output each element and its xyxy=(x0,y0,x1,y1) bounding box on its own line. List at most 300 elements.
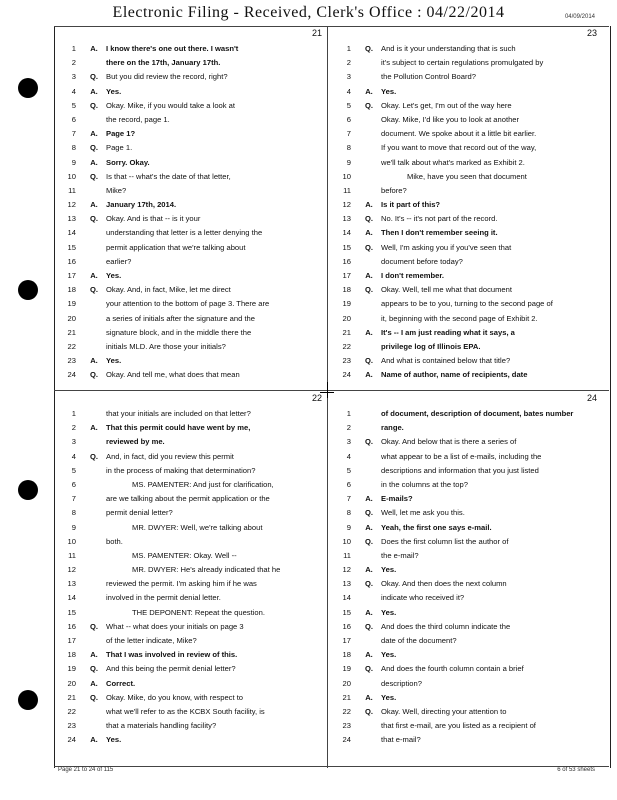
line-text: description? xyxy=(381,678,422,688)
line-text: of document, description of document, bates number xyxy=(381,409,574,418)
filing-stamp-header: Electronic Filing - Received, Clerk's Office : 04/22/2014 xyxy=(112,4,505,21)
line-number: 9 xyxy=(71,522,76,532)
line-number: 13 xyxy=(67,214,76,224)
line-text: both. xyxy=(106,536,123,546)
punch-hole-icon xyxy=(18,690,38,710)
line-text: reviewed the permit. I'm asking him if he was xyxy=(106,579,257,589)
speaker-marker: Q. xyxy=(89,100,99,110)
transcript-line xyxy=(56,606,326,620)
transcript-line xyxy=(331,212,601,226)
line-text: And what is contained below that title? xyxy=(381,356,511,366)
line-text: that a materials handling facility? xyxy=(106,721,217,731)
line-text: it, beginning with the second page of Exhibit 2. xyxy=(381,313,538,323)
transcript-line xyxy=(331,421,601,435)
transcript-line xyxy=(56,435,326,449)
transcript-line xyxy=(331,312,601,326)
line-text: Page 1? xyxy=(106,129,136,139)
line-text: of the letter indicate, Mike? xyxy=(106,636,197,645)
speaker-marker: Q. xyxy=(364,536,374,546)
line-number: 5 xyxy=(346,465,351,475)
line-text: involved in the permit denial letter. xyxy=(106,593,221,603)
transcript-line xyxy=(331,42,601,56)
line-text: your attention to the bottom of page 3. There are xyxy=(106,299,270,309)
transcript-line xyxy=(331,368,601,382)
line-number: 6 xyxy=(346,114,351,124)
transcript-line xyxy=(56,691,326,705)
line-number: 5 xyxy=(346,100,351,110)
line-text: initials MLD. Are those your initials? xyxy=(106,341,226,351)
line-text: the e-mail? xyxy=(381,550,419,560)
line-number: 9 xyxy=(71,157,76,167)
line-text: we'll talk about what's marked as Exhibit 2. xyxy=(381,157,525,167)
transcript-line xyxy=(56,450,326,464)
line-text: are we talking about the permit application or the xyxy=(106,494,270,504)
transcript-line xyxy=(56,492,326,506)
line-text: Okay. Well, directing your attention to xyxy=(381,706,507,716)
line-text: the Pollution Control Board? xyxy=(381,72,476,82)
line-number: 4 xyxy=(346,86,351,96)
transcript-line xyxy=(56,648,326,662)
line-text: And, in fact, did you review this permit xyxy=(106,451,234,461)
transcript-line xyxy=(56,156,326,170)
transcript-line xyxy=(331,297,601,311)
transcript-line xyxy=(56,85,326,99)
transcript-line xyxy=(331,648,601,662)
line-number: 2 xyxy=(71,58,76,68)
line-number: 6 xyxy=(71,114,76,124)
line-text: Page 1. xyxy=(106,143,133,153)
speaker-marker: A. xyxy=(90,423,98,433)
corner-date: 04/09/2014 xyxy=(564,14,595,20)
line-number: 7 xyxy=(71,129,76,139)
line-number: 19 xyxy=(342,299,351,309)
page-number: 21 xyxy=(311,28,322,38)
line-number: 24 xyxy=(342,735,351,745)
line-number: 11 xyxy=(343,550,351,560)
line-number: 8 xyxy=(71,143,76,153)
transcript-line xyxy=(331,733,601,747)
transcript-lines xyxy=(331,42,601,383)
line-number: 5 xyxy=(71,100,76,110)
line-number: 15 xyxy=(67,242,76,252)
sheet-count-footer: 6 of 53 sheets xyxy=(557,767,595,773)
speaker-marker: Q. xyxy=(89,664,99,674)
line-text: privilege log of Illinois EPA. xyxy=(381,341,481,351)
transcript-line xyxy=(331,591,601,605)
top-rule xyxy=(54,26,609,27)
transcript-line xyxy=(56,312,326,326)
line-text: And is it your understanding that is such xyxy=(381,44,516,53)
transcript-line xyxy=(331,563,601,577)
transcript-line xyxy=(331,606,601,620)
transcript-line xyxy=(56,113,326,127)
transcript-line xyxy=(56,70,326,84)
line-number: 23 xyxy=(67,356,76,366)
line-text: What -- what does your initials on page 3 xyxy=(106,621,244,631)
line-number: 1 xyxy=(346,409,351,418)
speaker-marker: Q. xyxy=(89,621,99,631)
transcript-line xyxy=(56,354,326,368)
transcript-line xyxy=(56,283,326,297)
speaker-marker: Q. xyxy=(364,242,374,252)
speaker-marker: Q. xyxy=(89,171,99,181)
line-number: 12 xyxy=(342,565,351,575)
punch-hole-icon xyxy=(18,280,38,300)
line-number: 19 xyxy=(67,299,76,309)
line-number: 13 xyxy=(342,579,351,589)
line-text: THE DEPONENT: Repeat the question. xyxy=(132,607,265,617)
line-number: 18 xyxy=(342,650,351,660)
speaker-marker: A. xyxy=(365,271,373,280)
speaker-marker: A. xyxy=(365,494,373,504)
line-number: 18 xyxy=(67,650,76,660)
transcript-line xyxy=(56,620,326,634)
page-number: 22 xyxy=(311,393,322,403)
transcript-line xyxy=(331,478,601,492)
transcript-line xyxy=(56,368,326,382)
line-number: 19 xyxy=(342,664,351,674)
line-text: That I was involved in review of this. xyxy=(106,650,238,660)
transcript-line xyxy=(56,733,326,747)
line-number: 6 xyxy=(346,479,351,489)
line-text: E-mails? xyxy=(381,494,413,504)
transcript-line xyxy=(331,705,601,719)
transcript-line xyxy=(331,226,601,240)
line-text: Sorry. Okay. xyxy=(106,157,150,167)
line-number: 19 xyxy=(67,664,76,674)
transcript-line xyxy=(331,354,601,368)
line-text: what appear to be a list of e-mails, including the xyxy=(381,451,542,461)
line-number: 22 xyxy=(342,341,351,351)
line-text: It's -- I am just reading what it says, a xyxy=(381,327,515,337)
line-text: Yes. xyxy=(381,565,397,575)
bottom-rule xyxy=(54,766,609,767)
line-text: reviewed by me. xyxy=(106,437,165,447)
line-text: Is that -- what's the date of that letter, xyxy=(106,171,231,181)
transcript-line xyxy=(56,464,326,478)
line-text: Yes. xyxy=(381,650,397,660)
transcript-line xyxy=(56,241,326,255)
line-number: 1 xyxy=(346,44,351,53)
speaker-marker: Q. xyxy=(364,100,374,110)
line-number: 21 xyxy=(342,327,351,337)
line-text: That this permit could have went by me, xyxy=(106,423,251,433)
transcript-lines xyxy=(331,407,601,748)
transcript-line xyxy=(331,620,601,634)
line-number: 5 xyxy=(71,465,76,475)
line-number: 4 xyxy=(71,86,76,96)
transcript-line xyxy=(331,198,601,212)
speaker-marker: Q. xyxy=(364,356,374,366)
transcript-line xyxy=(56,563,326,577)
speaker-marker: Q. xyxy=(89,692,99,702)
transcript-line xyxy=(56,506,326,520)
line-text: But you did review the record, right? xyxy=(106,72,228,82)
transcript-line xyxy=(56,677,326,691)
line-text: If you want to move that record out of the way, xyxy=(381,143,537,153)
line-text: Well, I'm asking you if you've seen that xyxy=(381,242,512,252)
transcript-line xyxy=(56,478,326,492)
line-number: 12 xyxy=(342,200,351,210)
line-number: 3 xyxy=(346,437,351,447)
transcript-line xyxy=(331,435,601,449)
line-text: it's subject to certain regulations promulgated by xyxy=(381,58,544,68)
transcript-line xyxy=(331,407,601,421)
speaker-marker: Q. xyxy=(364,214,374,224)
line-number: 23 xyxy=(67,721,76,731)
line-number: 8 xyxy=(346,143,351,153)
line-number: 18 xyxy=(342,285,351,295)
speaker-marker: Q. xyxy=(364,44,374,53)
transcript-line xyxy=(331,56,601,70)
line-text: signature block, and in the middle there the xyxy=(106,327,252,337)
line-text: Yes. xyxy=(106,86,122,96)
speaker-marker: Q. xyxy=(364,621,374,631)
speaker-marker: A. xyxy=(90,678,98,688)
line-text: that first e-mail, are you listed as a recipient of xyxy=(381,721,536,731)
line-text: I don't remember. xyxy=(381,271,444,280)
middle-rule xyxy=(54,390,609,391)
speaker-marker: A. xyxy=(90,44,98,53)
line-text: January 17th, 2014. xyxy=(106,200,177,210)
line-text: Yes. xyxy=(381,86,397,96)
line-text: descriptions and information that you just listed xyxy=(381,465,539,475)
line-number: 13 xyxy=(67,579,76,589)
line-number: 17 xyxy=(67,636,76,645)
line-number: 16 xyxy=(342,256,351,266)
line-number: 23 xyxy=(342,721,351,731)
speaker-marker: Q. xyxy=(364,706,374,716)
line-text: Okay. And tell me, what does that mean xyxy=(106,370,240,380)
transcript-line xyxy=(56,705,326,719)
line-text: document before today? xyxy=(381,256,463,266)
transcript-line xyxy=(331,269,601,283)
line-text: Then I don't remember seeing it. xyxy=(381,228,498,238)
line-text: date of the document? xyxy=(381,636,457,645)
line-number: 24 xyxy=(67,735,76,745)
transcript-line xyxy=(331,450,601,464)
speaker-marker: A. xyxy=(90,200,98,210)
line-number: 21 xyxy=(67,692,76,702)
speaker-marker: A. xyxy=(365,692,373,702)
line-text: there on the 17th, January 17th. xyxy=(106,58,221,68)
line-text: Yes. xyxy=(381,607,397,617)
line-text: Mike, have you seen that document xyxy=(407,171,527,181)
transcript-line xyxy=(56,521,326,535)
line-number: 22 xyxy=(67,341,76,351)
transcript-line xyxy=(56,127,326,141)
transcript-line xyxy=(56,42,326,56)
line-text: MS. PAMENTER: And just for clarification, xyxy=(132,479,274,489)
transcript-line xyxy=(56,184,326,198)
speaker-marker: A. xyxy=(365,200,373,210)
line-number: 10 xyxy=(67,536,76,546)
line-number: 16 xyxy=(342,621,351,631)
transcript-line xyxy=(331,141,601,155)
line-text: Yeah, the first one says e-mail. xyxy=(381,522,492,532)
line-number: 18 xyxy=(67,285,76,295)
line-text: Okay. Mike, do you know, with respect to xyxy=(106,692,244,702)
transcript-line xyxy=(56,326,326,340)
line-number: 7 xyxy=(71,494,76,504)
page-number: 24 xyxy=(586,393,597,403)
line-text: MR. DWYER: Well, we're talking about xyxy=(132,522,263,532)
line-text: appears to be to you, turning to the second page of xyxy=(381,299,553,309)
transcript-line xyxy=(331,326,601,340)
line-text: document. We spoke about it a little bit earlier. xyxy=(381,129,537,139)
transcript-line xyxy=(331,113,601,127)
line-number: 15 xyxy=(342,242,351,252)
line-number: 16 xyxy=(67,621,76,631)
line-text: Okay. Mike, if you would take a look at xyxy=(106,100,236,110)
transcript-line xyxy=(56,421,326,435)
line-text: that e-mail? xyxy=(381,735,421,745)
line-text: the record, page 1. xyxy=(106,114,170,124)
line-text: Correct. xyxy=(106,678,136,688)
line-text: understanding that letter is a letter denying the xyxy=(106,228,263,238)
speaker-marker: Q. xyxy=(364,285,374,295)
line-number: 10 xyxy=(342,171,351,181)
transcript-line xyxy=(56,269,326,283)
line-text: what we'll refer to as the KCBX South facility, is xyxy=(106,706,265,716)
line-number: 3 xyxy=(71,72,76,82)
page-range-footer: Page 21 to 24 of 115 xyxy=(58,767,114,773)
speaker-marker: A. xyxy=(90,650,98,660)
line-text: permit application that we're talking about xyxy=(106,242,246,252)
transcript-line xyxy=(331,170,601,184)
transcript-line xyxy=(56,170,326,184)
line-text: earlier? xyxy=(106,256,132,266)
transcript-line xyxy=(331,577,601,591)
speaker-marker: Q. xyxy=(364,437,374,447)
line-number: 12 xyxy=(67,565,76,575)
transcript-line xyxy=(56,549,326,563)
line-number: 20 xyxy=(342,678,351,688)
transcript-line xyxy=(331,719,601,733)
line-number: 22 xyxy=(67,706,76,716)
transcript-line xyxy=(331,535,601,549)
transcript-lines xyxy=(56,407,326,748)
line-text: permit denial letter? xyxy=(106,508,173,518)
line-text: that your initials are included on that letter? xyxy=(106,409,251,418)
transcript-line xyxy=(56,212,326,226)
transcript-line xyxy=(331,691,601,705)
transcript-line xyxy=(56,662,326,676)
transcript-line xyxy=(331,283,601,297)
transcript-line xyxy=(56,226,326,240)
transcript-line xyxy=(331,156,601,170)
line-number: 17 xyxy=(67,271,76,280)
page-number: 23 xyxy=(586,28,597,38)
transcript-line xyxy=(56,255,326,269)
line-number: 8 xyxy=(71,508,76,518)
line-text: Well, let me ask you this. xyxy=(381,508,465,518)
line-number: 6 xyxy=(71,479,76,489)
speaker-marker: A. xyxy=(90,157,98,167)
line-number: 14 xyxy=(67,593,76,603)
line-number: 7 xyxy=(346,129,351,139)
speaker-marker: Q. xyxy=(89,370,99,380)
transcript-line xyxy=(331,340,601,354)
line-number: 15 xyxy=(67,607,76,617)
line-text: a series of initials after the signature and the xyxy=(106,313,256,323)
transcript-line xyxy=(56,591,326,605)
line-number: 7 xyxy=(346,494,351,504)
line-text: Yes. xyxy=(381,692,397,702)
line-text: Mike? xyxy=(106,185,127,195)
line-number: 11 xyxy=(68,185,76,195)
line-number: 21 xyxy=(67,327,76,337)
line-text: No. It's -- it's not part of the record. xyxy=(381,214,498,224)
transcript-line xyxy=(56,198,326,212)
line-text: Okay. And then does the next column xyxy=(381,579,507,589)
speaker-marker: A. xyxy=(365,370,373,380)
transcript-line xyxy=(56,634,326,648)
line-text: Is it part of this? xyxy=(381,200,441,210)
line-number: 9 xyxy=(346,522,351,532)
line-number: 12 xyxy=(67,200,76,210)
speaker-marker: A. xyxy=(90,356,98,366)
line-number: 8 xyxy=(346,508,351,518)
speaker-marker: Q. xyxy=(89,451,99,461)
transcript-line xyxy=(331,506,601,520)
transcript-line xyxy=(56,719,326,733)
transcript-line xyxy=(56,141,326,155)
speaker-marker: A. xyxy=(365,565,373,575)
transcript-line xyxy=(56,56,326,70)
line-number: 1 xyxy=(71,409,76,418)
transcript-line xyxy=(56,407,326,421)
line-number: 10 xyxy=(342,536,351,546)
speaker-marker: A. xyxy=(365,650,373,660)
line-number: 16 xyxy=(67,256,76,266)
line-text: in the process of making that determination? xyxy=(106,465,256,475)
transcript-line xyxy=(331,521,601,535)
line-number: 10 xyxy=(67,171,76,181)
line-text: indicate who received it? xyxy=(381,593,465,603)
transcript-line xyxy=(56,535,326,549)
line-text: And this being the permit denial letter? xyxy=(106,664,236,674)
line-text: Yes. xyxy=(106,271,122,280)
line-number: 17 xyxy=(342,271,351,280)
line-number: 2 xyxy=(346,423,351,433)
line-number: 3 xyxy=(346,72,351,82)
line-text: Name of author, name of recipients, date xyxy=(381,370,528,380)
line-number: 3 xyxy=(71,437,76,447)
transcript-line xyxy=(331,662,601,676)
line-number: 11 xyxy=(343,185,351,195)
line-number: 20 xyxy=(67,678,76,688)
transcript-line xyxy=(331,241,601,255)
speaker-marker: A. xyxy=(365,607,373,617)
transcript-line xyxy=(56,577,326,591)
line-text: Okay. Mike, I'd like you to look at another xyxy=(381,114,520,124)
speaker-marker: A. xyxy=(90,735,98,745)
line-text: Does the first column list the author of xyxy=(381,536,509,546)
speaker-marker: Q. xyxy=(89,214,99,224)
crop-mark xyxy=(327,382,328,398)
line-text: Okay. And below that is there a series of xyxy=(381,437,517,447)
speaker-marker: A. xyxy=(90,86,98,96)
punch-hole-icon xyxy=(18,78,38,98)
speaker-marker: Q. xyxy=(89,72,99,82)
line-text: before? xyxy=(381,185,407,195)
line-number: 1 xyxy=(71,44,76,53)
line-text: Okay. And, in fact, Mike, let me direct xyxy=(106,285,231,295)
line-number: 11 xyxy=(68,550,76,560)
speaker-marker: Q. xyxy=(364,579,374,589)
line-text: Okay. And is that -- is it your xyxy=(106,214,201,224)
